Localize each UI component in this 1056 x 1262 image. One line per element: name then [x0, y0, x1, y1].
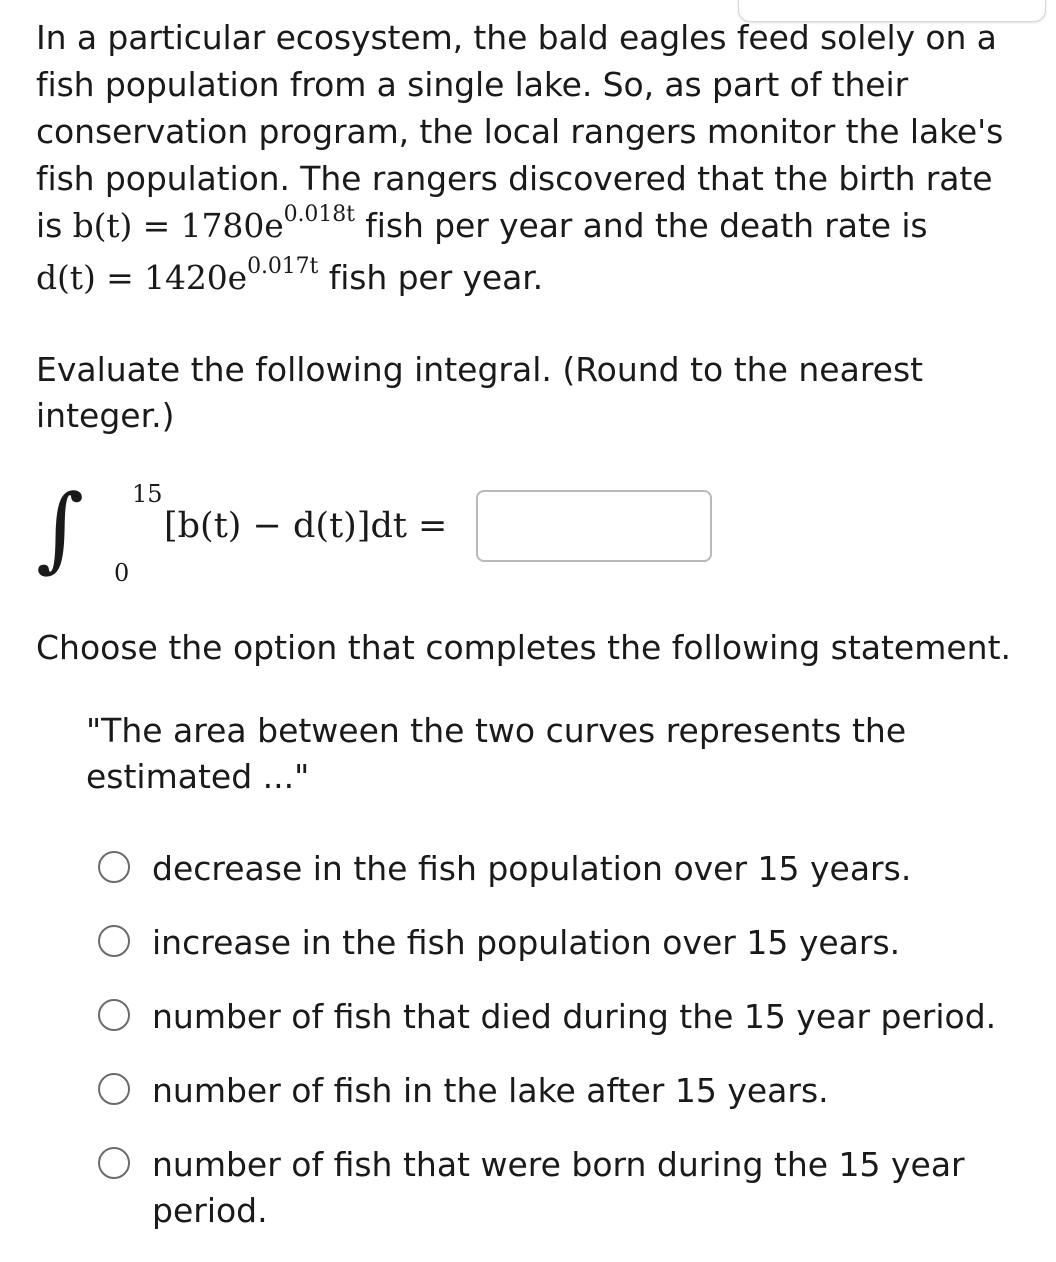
integrand: [b(t) − d(t)]dt = [164, 506, 448, 546]
integral-sign: ∫ [36, 475, 84, 582]
option-label: number of fish that were born during the 15 year period. [152, 1145, 965, 1230]
integral-lower-limit: 0 [114, 559, 130, 587]
radio-button[interactable] [98, 1147, 130, 1179]
option-label: increase in the fish population over 15 years. [152, 923, 901, 962]
radio-button[interactable] [98, 851, 130, 883]
radio-button[interactable] [98, 999, 130, 1031]
option-in-lake[interactable] [98, 1068, 1038, 1114]
option-label: number of fish that died during the 15 year period. [152, 997, 997, 1036]
option-label: decrease in the fish population over 15 years. [152, 849, 912, 888]
birth-rate-exponent: 0.018t [283, 202, 355, 227]
choose-prompt: Choose the option that completes the following statement. [36, 628, 1012, 667]
option-increase[interactable] [98, 920, 1038, 966]
option-decrease[interactable] [98, 846, 1038, 892]
answer-options [98, 846, 1038, 1262]
radio-button[interactable] [98, 1073, 130, 1105]
death-rate-exponent: 0.017t [247, 254, 319, 279]
radio-button[interactable] [98, 925, 130, 957]
problem-statement [36, 14, 1026, 306]
birth-rate-expression: b(t) = 1780e [72, 206, 284, 245]
option-born[interactable] [98, 1142, 1038, 1234]
problem-intro: In a particular ecosystem, the bald eagles feed solely on a fish population from a single lake. So, as part of their conservation program, the local rangers monitor the lake's fish population. The rangers discovered that the birth rate is [36, 18, 1004, 245]
birth-rate-suffix: fish per year and the death rate is [354, 206, 928, 245]
death-rate-suffix: fish per year. [318, 258, 544, 297]
answer-input[interactable] [476, 490, 712, 562]
option-label: number of fish in the lake after 15 years. [152, 1071, 829, 1110]
integral-upper-limit: 15 [132, 480, 163, 508]
statement-quote: "The area between the two curves represents the estimated ..." [86, 711, 907, 796]
option-died[interactable] [98, 994, 1038, 1040]
death-rate-expression: d(t) = 1420e [36, 258, 248, 297]
integral-instruction: Evaluate the following integral. (Round to the nearest integer.) [36, 350, 924, 435]
